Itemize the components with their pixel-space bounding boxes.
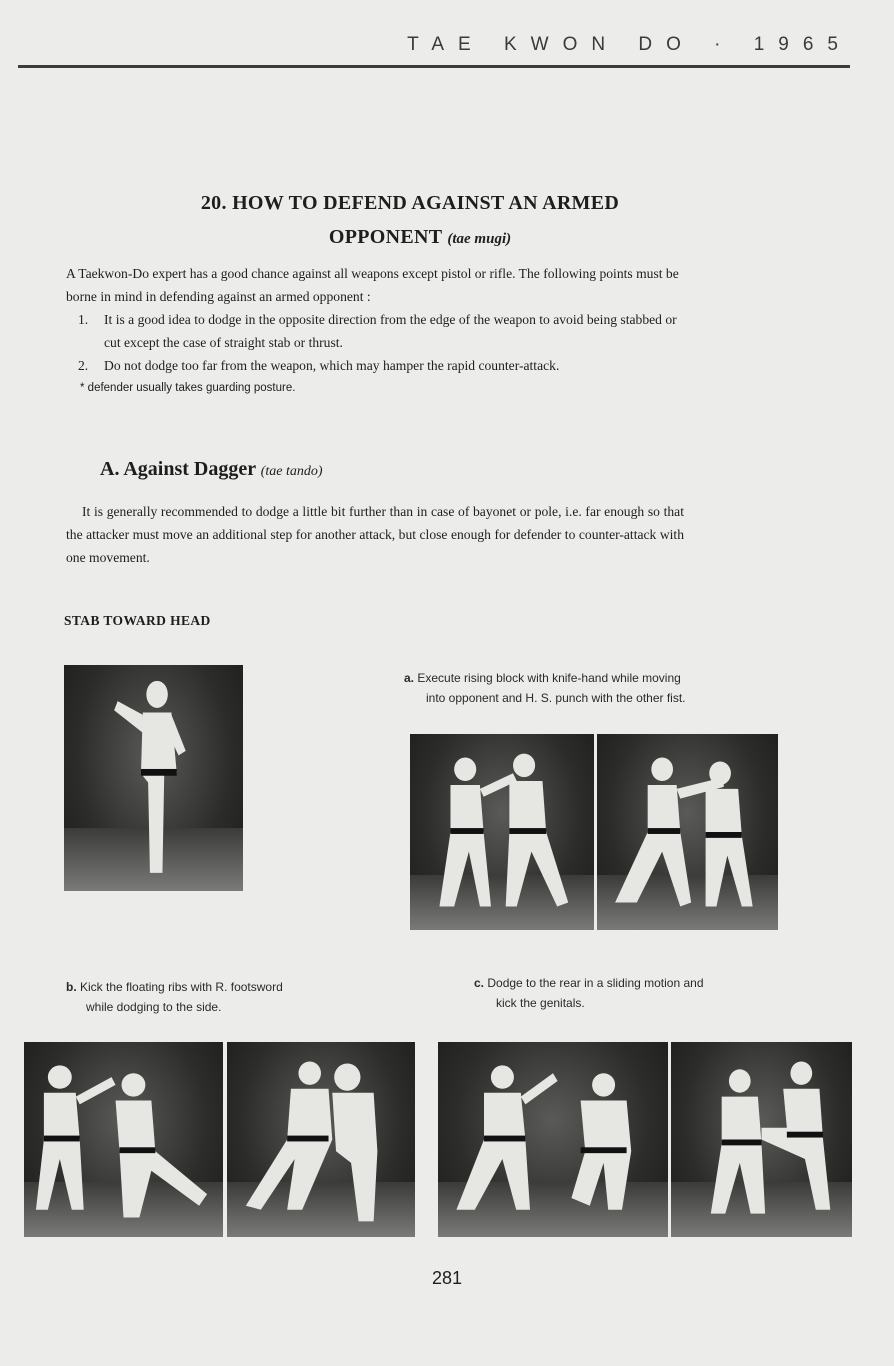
chapter-title-line1: 20. HOW TO DEFEND AGAINST AN ARMED bbox=[200, 192, 620, 214]
intro-points bbox=[66, 308, 686, 377]
point-number: 1. bbox=[78, 312, 89, 327]
intro-paragraph: A Taekwon-Do expert has a good chance against all weapons except pistol or rifle. The following points must be borne in mind in defending against an armed opponent : bbox=[66, 266, 679, 304]
intro-note: * defender usually takes guarding posture. bbox=[80, 382, 296, 394]
caption-c bbox=[474, 973, 794, 1013]
point-text: Do not dodge too far from the weapon, which may hamper the rapid counter-attack. bbox=[104, 358, 560, 373]
chapter-title-line2 bbox=[30, 220, 810, 256]
point-number: 2. bbox=[78, 358, 89, 373]
chapter-title bbox=[30, 186, 810, 256]
intro-point bbox=[78, 354, 686, 377]
running-head bbox=[0, 32, 894, 62]
section-heading-text: A. Against Dagger bbox=[100, 458, 256, 480]
photo-a-rising-block bbox=[410, 734, 594, 930]
chapter-title-word: OPPONENT bbox=[328, 226, 443, 248]
photo-a-punch bbox=[597, 734, 778, 930]
caption-line: while dodging to the side. bbox=[86, 1000, 222, 1014]
caption-line: Kick the floating ribs with R. footsword bbox=[80, 980, 283, 994]
caption-label: b. bbox=[66, 980, 77, 994]
caption-line: into opponent and H. S. punch with the other fist. bbox=[426, 691, 686, 705]
caption-label: c. bbox=[474, 976, 485, 990]
running-head-title: TAE KWON DO · 1965 bbox=[407, 34, 852, 55]
section-romanized: (tae tando) bbox=[260, 464, 323, 479]
caption-line: kick the genitals. bbox=[496, 996, 585, 1010]
page-number: 281 bbox=[431, 1268, 463, 1288]
chapter-romanized: (tae mugi) bbox=[447, 231, 512, 247]
photo-b-kick bbox=[227, 1042, 415, 1237]
caption-line: Execute rising block with knife-hand while moving bbox=[417, 671, 681, 685]
photo-c-kick bbox=[671, 1042, 852, 1237]
caption-b bbox=[66, 977, 406, 1017]
intro-point bbox=[78, 308, 686, 354]
subheading: STAB TOWARD HEAD bbox=[64, 613, 211, 628]
photo-c-slide bbox=[438, 1042, 668, 1237]
photo-b-dodge bbox=[24, 1042, 223, 1237]
caption-a bbox=[404, 668, 784, 708]
caption-label: a. bbox=[404, 671, 415, 685]
intro bbox=[66, 262, 686, 400]
section-text: It is generally recommended to dodge a little bit further than in case of bayonet or pole, i.e. far enough so that the attacker must move an additional step for another attack, but close enough for defender to counter-attack with one movement. bbox=[66, 504, 684, 565]
header-rule bbox=[18, 65, 850, 68]
point-text: It is a good idea to dodge in the opposite direction from the edge of the weapon to avoid being stabbed or cut except the case of straight stab or thrust. bbox=[104, 312, 677, 350]
caption-line: Dodge to the rear in a sliding motion and bbox=[487, 976, 704, 990]
photo-guarding-posture bbox=[64, 665, 243, 891]
section-heading bbox=[100, 458, 323, 481]
